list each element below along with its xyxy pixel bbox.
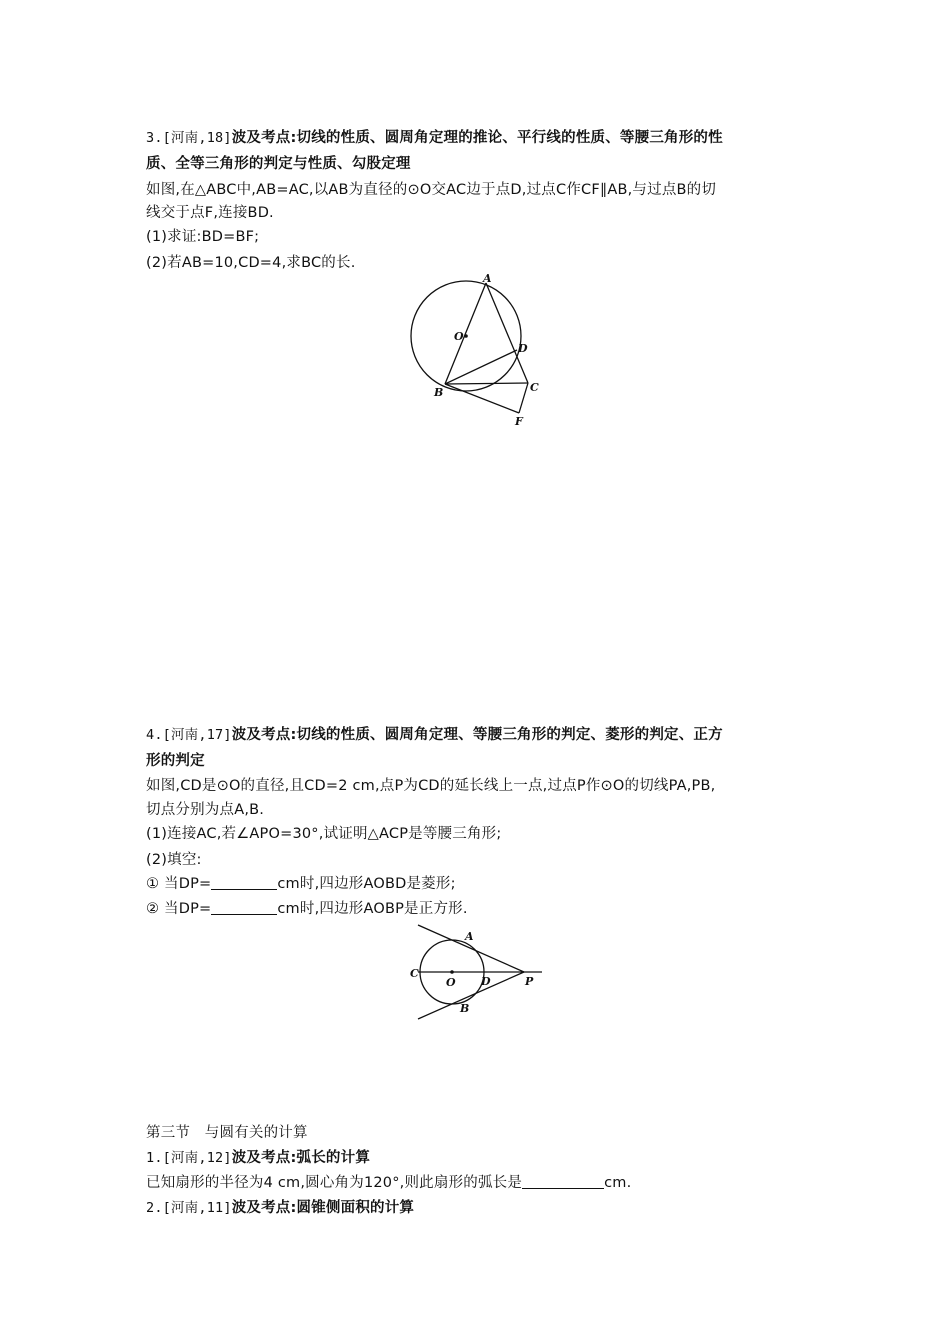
label-b: B — [460, 1002, 470, 1015]
label-d: D — [481, 975, 491, 988]
section3-problem2-heading — [146, 1198, 414, 1218]
point-o — [450, 970, 454, 974]
section3-p1-topics-label: 波及考点: — [231, 1150, 297, 1166]
problem4-question2: (2)填空: — [146, 852, 202, 868]
section3-p1-number: 1. — [146, 1150, 163, 1166]
problem4-stem-line2: 切点分别为点A,B. — [146, 802, 265, 818]
problem4-topics-line2: 形的判定 — [146, 753, 205, 769]
problem3-number: 3. — [146, 130, 163, 146]
segment-bc — [445, 383, 528, 384]
label-c: C — [530, 381, 539, 394]
segment-cf — [519, 383, 528, 413]
problem4-heading-line1 — [146, 725, 723, 745]
segment-ab — [445, 283, 486, 384]
label-a: A — [483, 272, 492, 285]
fill1-suffix: cm时,四边形AOBD是菱形; — [277, 876, 456, 892]
problem4-source: [河南,17] — [162, 727, 232, 743]
label-o: O — [454, 330, 464, 343]
section3-p2-topics: 圆锥侧面积的计算 — [296, 1200, 415, 1216]
problem4-topics-label: 波及考点: — [231, 727, 297, 743]
label-a: A — [465, 930, 474, 943]
problem4-fill1 — [146, 874, 456, 894]
problem3-topics-line2: 质、全等三角形的判定与性质、勾股定理 — [146, 156, 411, 172]
problem3-heading-line2 — [146, 154, 411, 174]
problem4-topics-line1: 切线的性质、圆周角定理、等腰三角形的判定、菱形的判定、正方 — [296, 727, 723, 743]
section3-p1-stem-suffix: cm. — [604, 1175, 632, 1191]
section3-p1-answer-blank[interactable] — [522, 1174, 604, 1189]
fill1-prefix: ① 当DP= — [146, 876, 212, 892]
problem3-question2: (2)若AB=10,CD=4,求BC的长. — [146, 255, 356, 271]
problem3-figure — [400, 270, 550, 435]
label-b: B — [434, 386, 444, 399]
problem3-topics-line1: 切线的性质、圆周角定理的推论、平行线的性质、等腰三角形的性 — [296, 130, 723, 146]
problem4-question1: (1)连接AC,若∠APO=30°,试证明△ACP是等腰三角形; — [146, 826, 502, 842]
label-f: F — [515, 415, 523, 428]
point-o — [464, 334, 468, 338]
problem3-stem-line2: 线交于点F,连接BD. — [146, 205, 274, 221]
label-p: P — [525, 975, 534, 988]
section3-p2-topics-label: 波及考点: — [231, 1200, 297, 1216]
section3-title: 第三节 与圆有关的计算 — [146, 1125, 308, 1141]
problem3-source: [河南,18] — [162, 130, 232, 146]
section3-problem1-stem — [146, 1173, 631, 1193]
problem4-figure — [400, 920, 550, 1025]
problem4-number: 4. — [146, 727, 163, 743]
section3-p2-number: 2. — [146, 1200, 163, 1216]
label-c: C — [410, 967, 419, 980]
fill2-prefix: ② 当DP= — [146, 901, 212, 917]
section3-p1-topics: 弧长的计算 — [296, 1150, 371, 1166]
problem4-heading-line2 — [146, 751, 205, 771]
problem3-heading-line1 — [146, 128, 723, 148]
label-o: O — [446, 976, 456, 989]
section3-p1-source: [河南,12] — [162, 1150, 232, 1166]
problem3-stem-line1: 如图,在△ABC中,AB=AC,以AB为直径的⊙O交AC边于点D,过点C作CF∥AB,与过点B的切 — [146, 182, 717, 198]
label-d: D — [518, 342, 528, 355]
problem4-fill2 — [146, 899, 468, 919]
segment-ac — [486, 283, 528, 383]
fill2-suffix: cm时,四边形AOBP是正方形. — [277, 901, 468, 917]
problem3-question1: (1)求证:BD=BF; — [146, 229, 260, 245]
fill1-answer-blank[interactable] — [211, 875, 277, 890]
problem4-stem-line1: 如图,CD是⊙O的直径,且CD=2 cm,点P为CD的延长线上一点,过点P作⊙O的切线PA,PB, — [146, 778, 716, 794]
fill2-answer-blank[interactable] — [211, 900, 277, 915]
section3-p1-stem-prefix: 已知扇形的半径为4 cm,圆心角为120°,则此扇形的弧长是 — [146, 1175, 523, 1191]
segment-bd — [445, 350, 517, 384]
section3-p2-source: [河南,11] — [162, 1200, 232, 1216]
problem3-topics-label: 波及考点: — [231, 130, 297, 146]
tangent-pb — [418, 972, 524, 1019]
section3-problem1-heading — [146, 1148, 370, 1168]
